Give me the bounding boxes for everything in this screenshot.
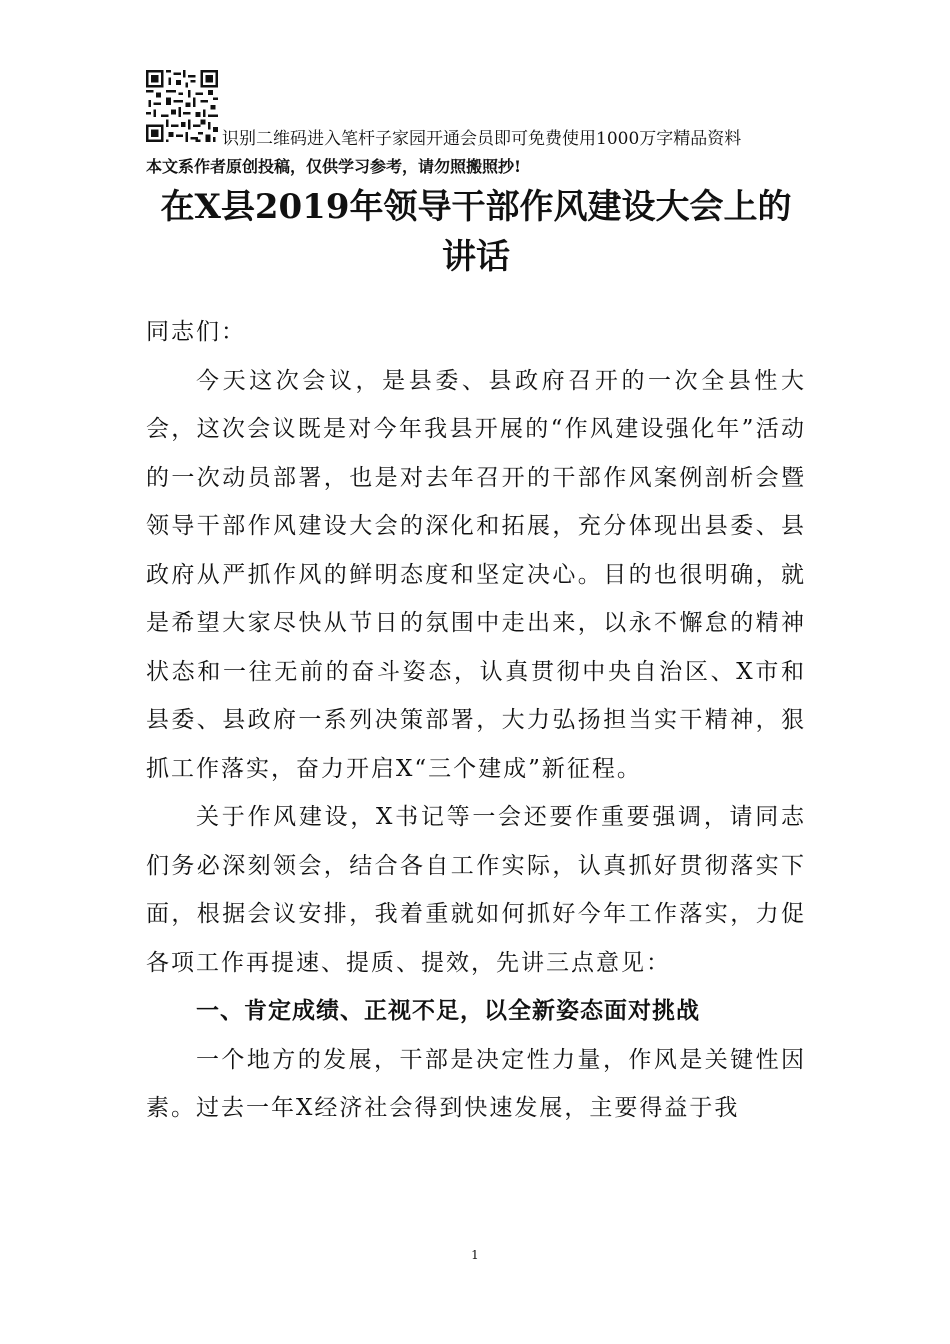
section-heading: 一、肯定成绩、正视不足，以全新姿态面对挑战 xyxy=(196,998,700,1024)
promo-text: 识别二维码进入笔杆子家园开通会员即可免费使用1000万字精品资料 xyxy=(222,129,742,149)
document-title: 在X县2019年领导干部作风建设大会上的讲话 xyxy=(160,187,792,277)
document-body xyxy=(146,308,806,1133)
paragraph: 一个地方的发展，干部是决定性力量，作风是关键性因素。过去一年X经济社会得到快速发展，主要得益于我 xyxy=(146,1046,806,1121)
page-number: 1 xyxy=(471,1248,479,1262)
copyright-notice: 本文系作者原创投稿，仅供学习参考，请勿照搬照抄! xyxy=(146,157,522,176)
qr-code-icon xyxy=(146,70,218,142)
salutation: 同志们： xyxy=(146,319,246,345)
paragraph: 今天这次会议，是县委、县政府召开的一次全县性大会，这次会议既是对今年我县开展的“作风建设强化年”活动的一次动员部署，也是对去年召开的干部作风案例剖析会暨领导干部作风建设大会的深化和拓展，充分体现出县委、县政府从严抓作风的鲜明态度和坚定决心。目的也很明确，就是希望大家尽快从节日的氛围中走出来，以永不懈怠的精神状态和一往无前的奋斗姿态，认真贯彻中央自治区、X市和县委、县政府一系列决策部署，大力弘扬担当实干精神，狠抓工作落实，奋力开启X“三个建成”新征程。 xyxy=(146,367,806,782)
paragraph: 关于作风建设，X书记等一会还要作重要强调，请同志们务必深刻领会，结合各自工作实际，认真抓好贯彻落实下面，根据会议安排，我着重就如何抓好今年工作落实，力促各项工作再提速、提质、提效，先讲三点意见： xyxy=(146,804,806,976)
